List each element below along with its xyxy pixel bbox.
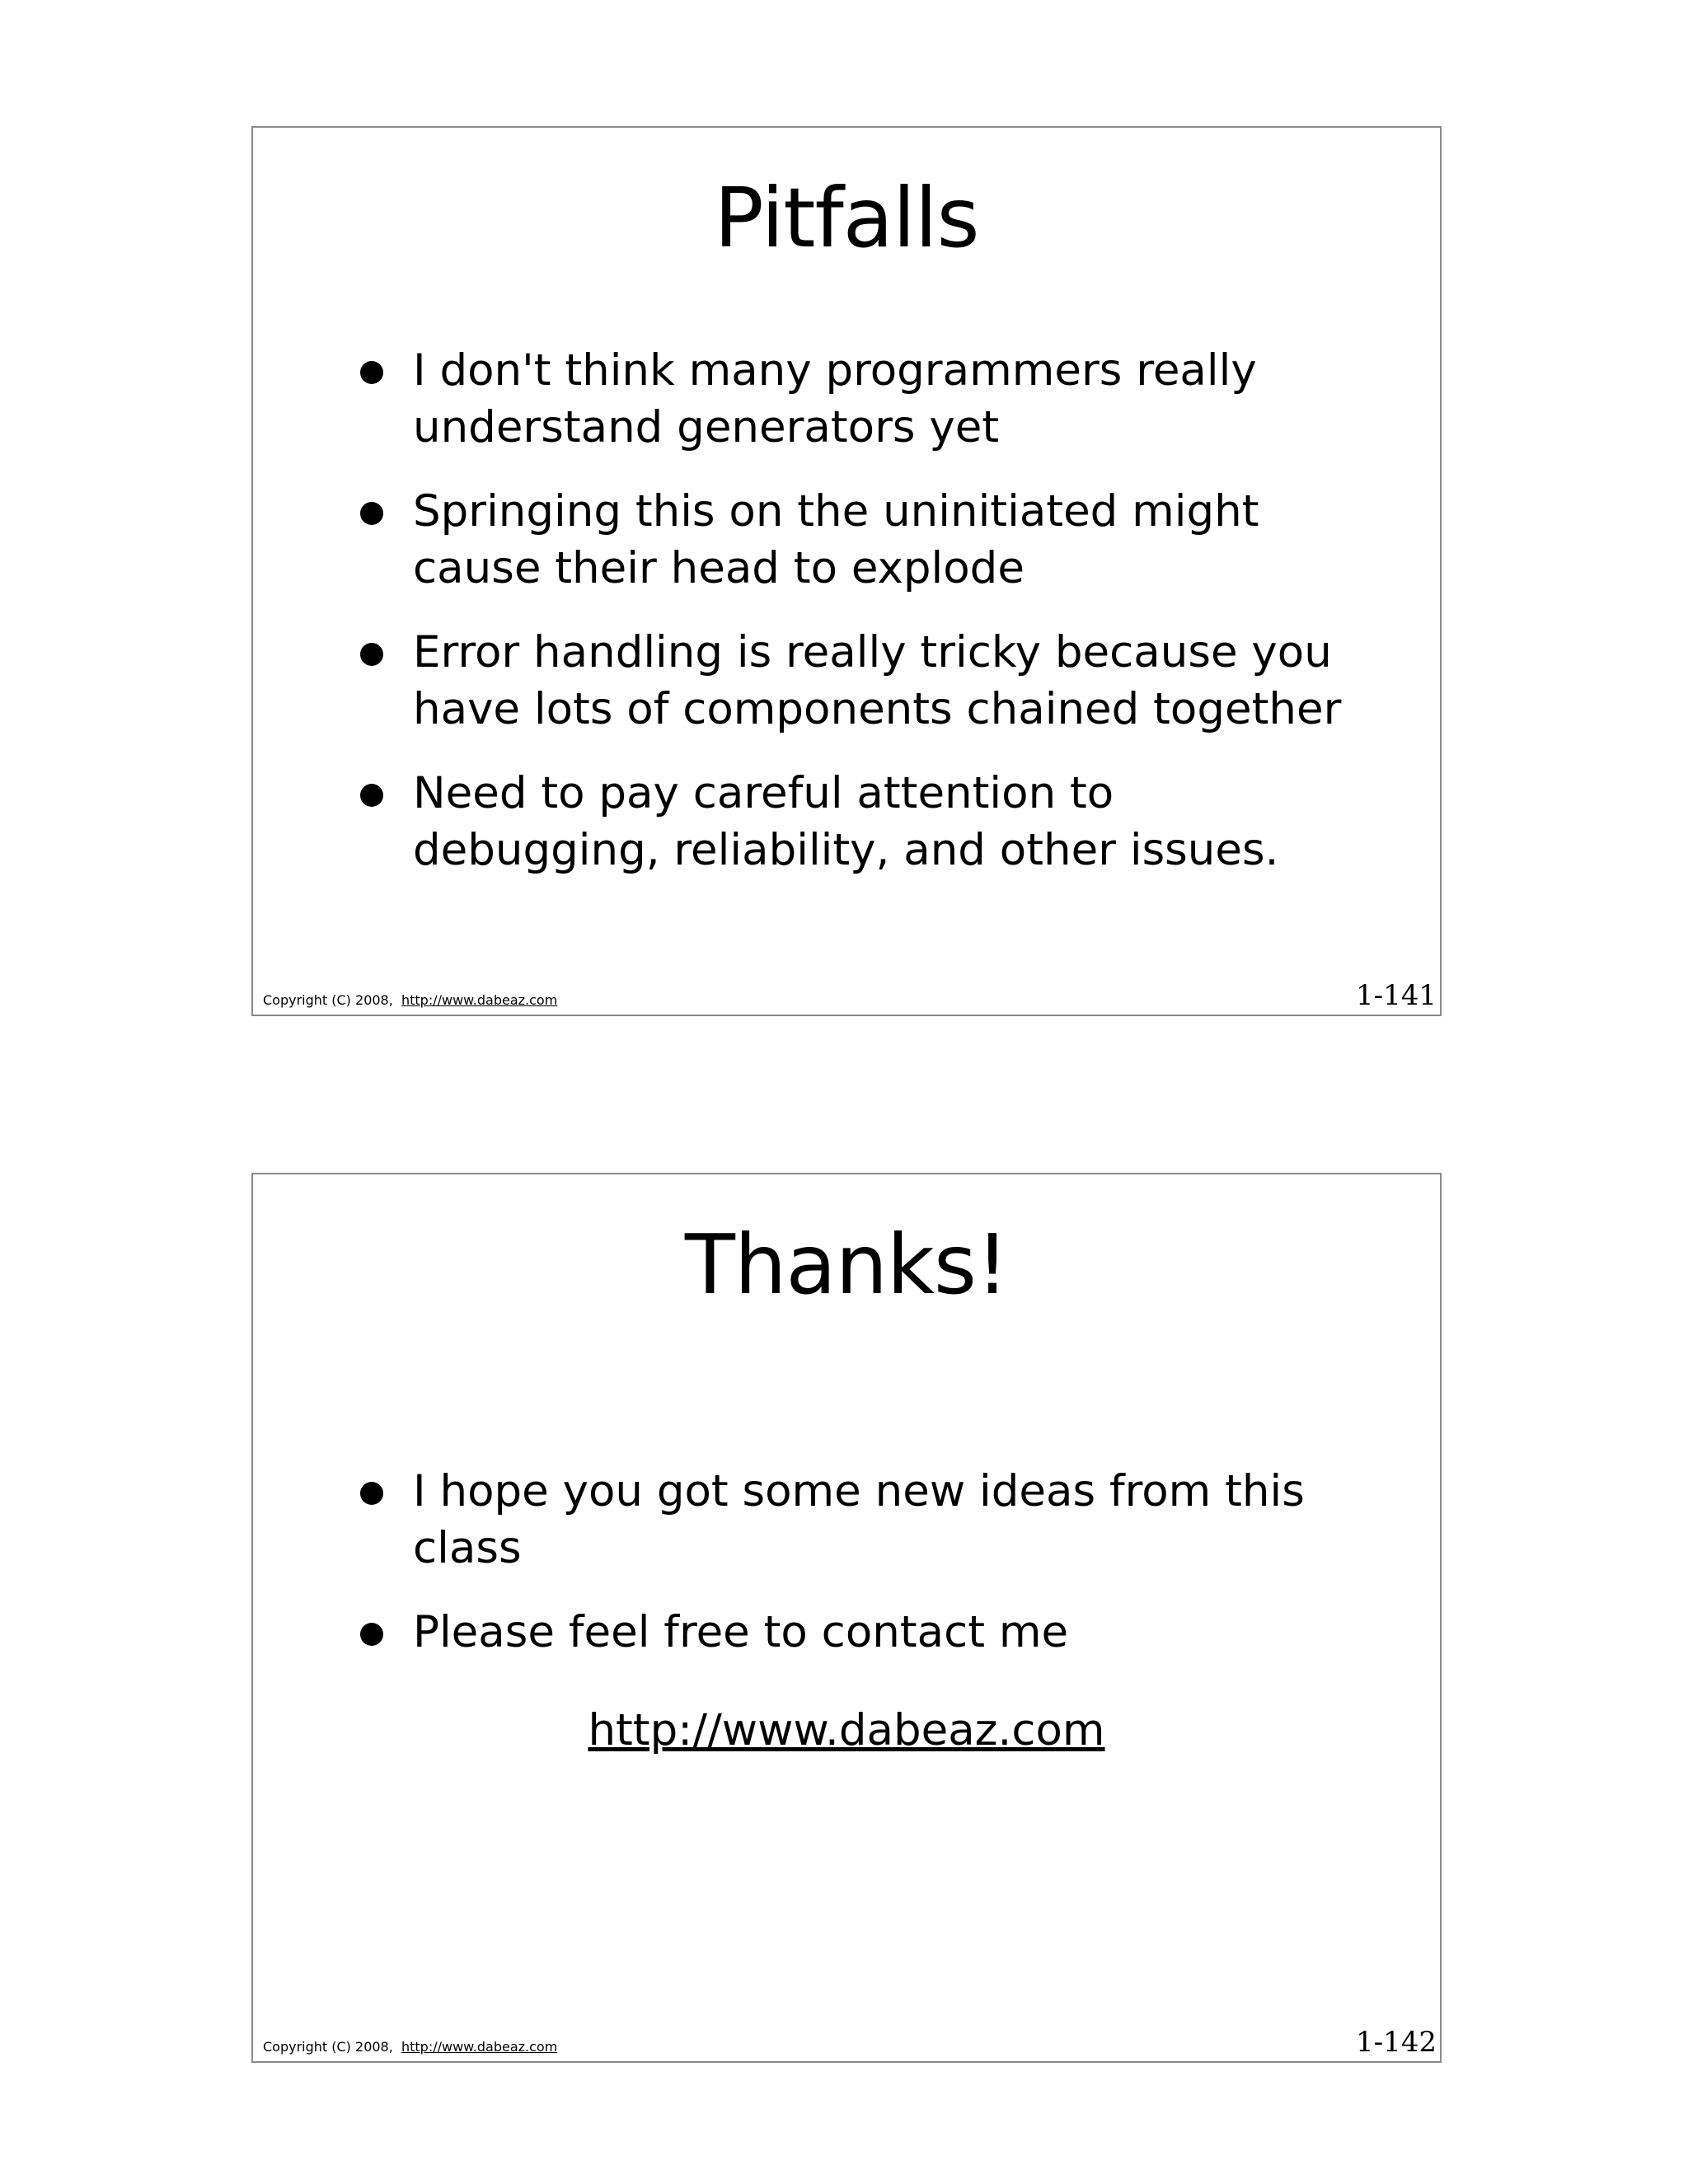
bullet-text: I hope you got some new ideas from this class bbox=[413, 1466, 1305, 1573]
copyright-text: Copyright (C) 2008, bbox=[263, 992, 393, 1008]
bullet-icon bbox=[360, 1482, 383, 1505]
bullet-item bbox=[354, 483, 1343, 597]
bullet-icon bbox=[360, 502, 383, 525]
footer-copyright bbox=[263, 2039, 557, 2055]
page-number: 1-141 bbox=[1355, 979, 1437, 1012]
bullet-list bbox=[354, 342, 1343, 906]
footer-link[interactable]: http://www.dabeaz.com bbox=[401, 992, 558, 1008]
copyright-text: Copyright (C) 2008, bbox=[263, 2039, 393, 2055]
slide-title: Pitfalls bbox=[714, 170, 979, 266]
bullet-item bbox=[354, 765, 1343, 879]
bullet-text: Error handling is really tricky because you have lots of components chained together bbox=[413, 627, 1342, 734]
footer-link[interactable]: http://www.dabeaz.com bbox=[401, 2039, 558, 2055]
bullet-item bbox=[354, 624, 1343, 738]
bullet-item bbox=[354, 1604, 1343, 1661]
bullet-icon bbox=[360, 1623, 383, 1646]
slide-pitfalls bbox=[251, 126, 1442, 1016]
bullet-icon bbox=[360, 784, 383, 807]
bullet-icon bbox=[360, 643, 383, 666]
bullet-icon bbox=[360, 361, 383, 384]
bullet-list bbox=[354, 1463, 1343, 1688]
slide-thanks bbox=[251, 1173, 1442, 2063]
slide-title: Thanks! bbox=[684, 1216, 1009, 1313]
footer-copyright bbox=[263, 992, 557, 1008]
bullet-text: Need to pay careful attention to debugging, reliability, and other issues. bbox=[413, 768, 1279, 875]
bullet-text: Please feel free to contact me bbox=[413, 1607, 1069, 1657]
bullet-text: Springing this on the uninitiated might cause their head to explode bbox=[413, 486, 1259, 593]
website-link[interactable]: http://www.dabeaz.com bbox=[588, 1705, 1105, 1755]
bullet-item bbox=[354, 1463, 1343, 1577]
bullet-item bbox=[354, 342, 1343, 456]
page-number: 1-142 bbox=[1355, 2026, 1437, 2059]
bullet-text: I don't think many programmers really understand generators yet bbox=[413, 345, 1257, 452]
